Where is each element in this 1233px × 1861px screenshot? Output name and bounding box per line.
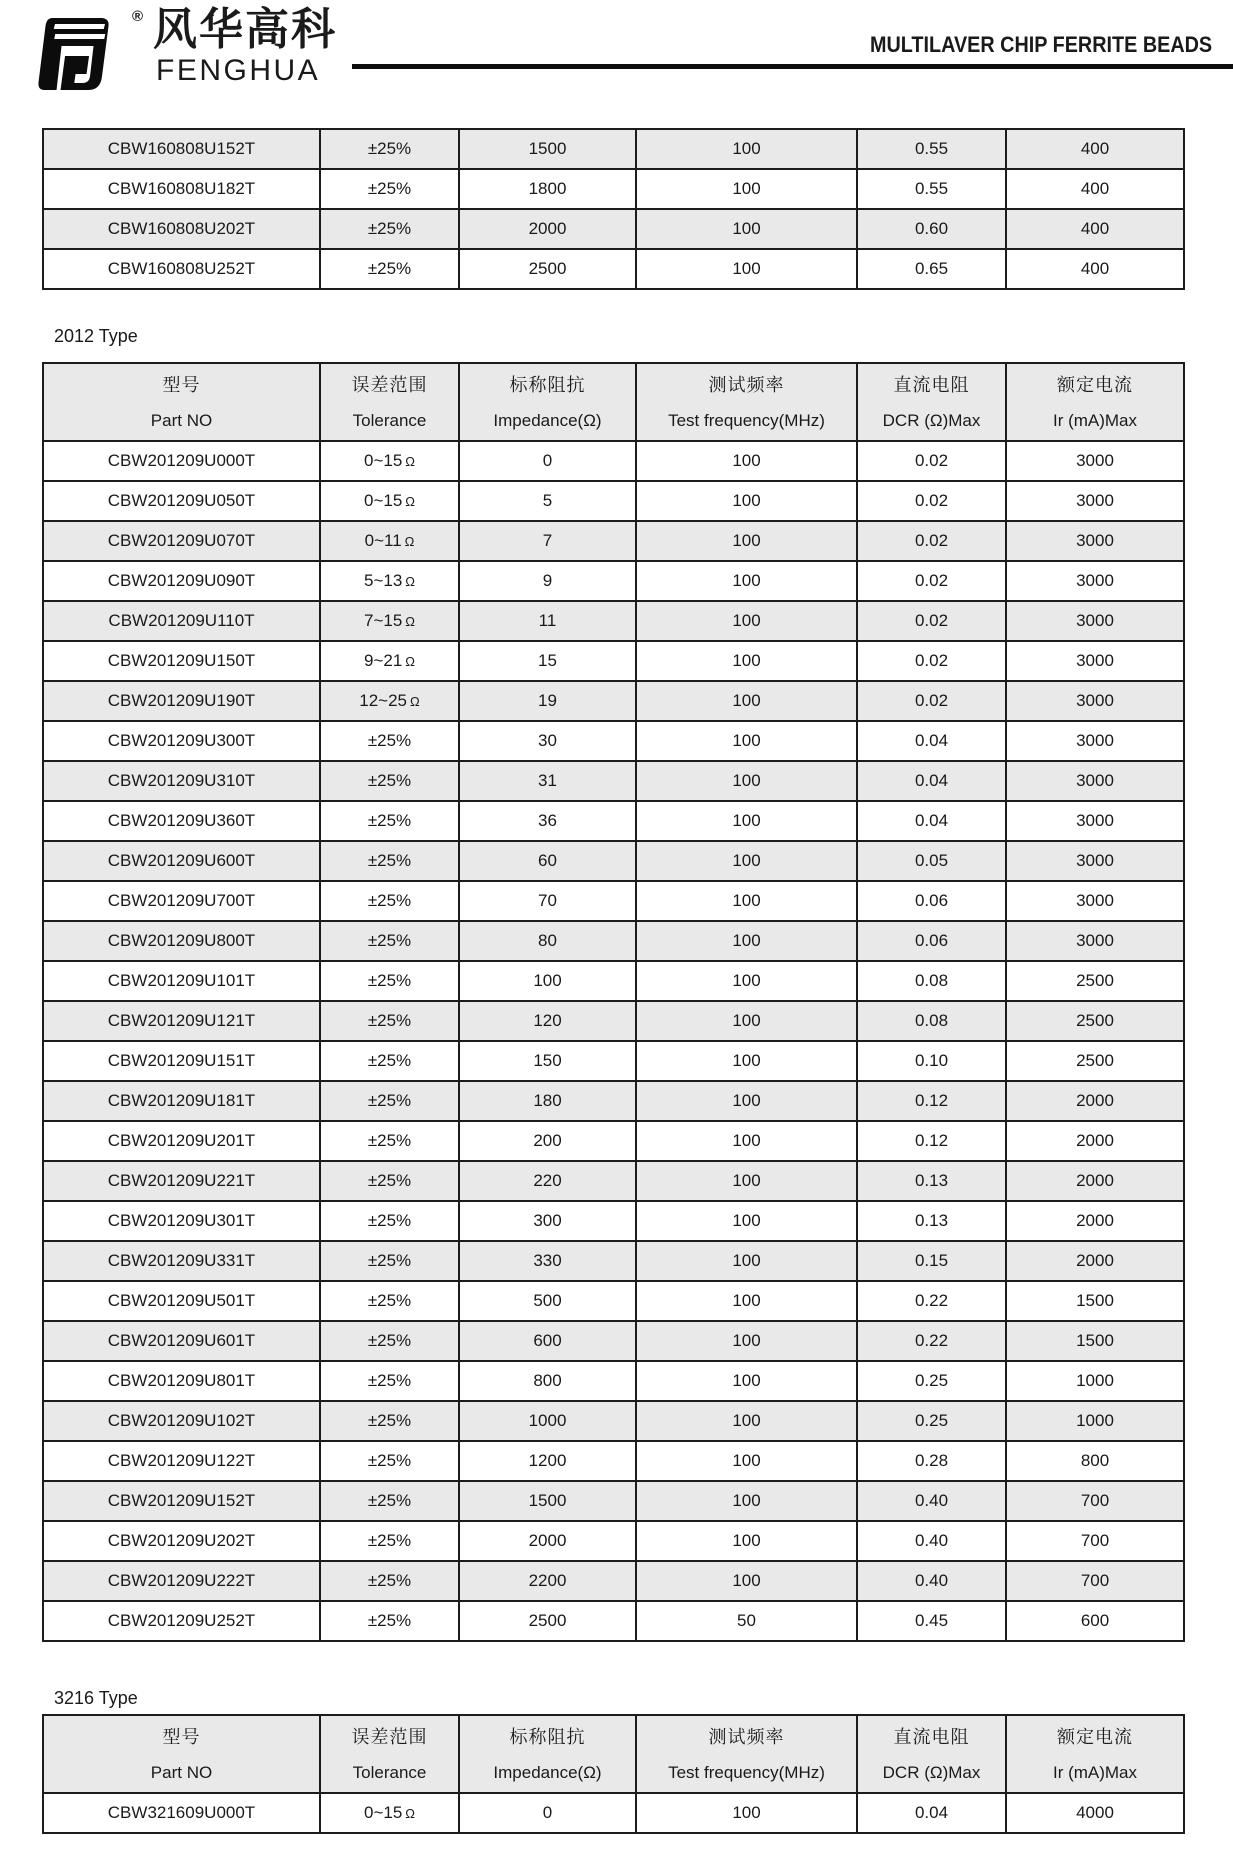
table-cell: CBW201209U800T — [43, 921, 320, 961]
table-cell: 500 — [459, 1281, 636, 1321]
column-header — [636, 363, 857, 441]
table-cell: 3000 — [1006, 881, 1184, 921]
table-cell: 12~25 Ω — [320, 681, 459, 721]
table-cell: 3000 — [1006, 681, 1184, 721]
table-cell: 9 — [459, 561, 636, 601]
table-cell: 700 — [1006, 1521, 1184, 1561]
table-cell: 100 — [636, 1201, 857, 1241]
table-cell: CBW201209U121T — [43, 1001, 320, 1041]
table-cell: 2200 — [459, 1561, 636, 1601]
table-cell: 2500 — [459, 249, 636, 289]
table-cell: 0.02 — [857, 441, 1006, 481]
table-cell: 1000 — [1006, 1361, 1184, 1401]
column-header — [1006, 1715, 1184, 1793]
table-row — [43, 681, 1184, 721]
fenghua-logo-icon — [30, 12, 130, 96]
table-cell: 100 — [636, 521, 857, 561]
table-cell: 0.06 — [857, 881, 1006, 921]
table-row — [43, 561, 1184, 601]
table-cell: 0.65 — [857, 249, 1006, 289]
table-cell: 0.08 — [857, 961, 1006, 1001]
table-cell: 0.22 — [857, 1321, 1006, 1361]
table-row — [43, 1161, 1184, 1201]
table-cell: 150 — [459, 1041, 636, 1081]
table-cell: CBW201209U331T — [43, 1241, 320, 1281]
table-cell: 100 — [636, 681, 857, 721]
table-cell: 2000 — [1006, 1121, 1184, 1161]
table-cell: 400 — [1006, 169, 1184, 209]
column-header-en: Ir (mA)Max — [1052, 411, 1138, 430]
table-cell: 100 — [636, 921, 857, 961]
table-cell: 200 — [459, 1121, 636, 1161]
table-cell: 1000 — [459, 1401, 636, 1441]
table-cell: 400 — [1006, 209, 1184, 249]
table-cell: CBW201209U601T — [43, 1321, 320, 1361]
table-cell: 100 — [636, 801, 857, 841]
table-cell: 9~21 Ω — [320, 641, 459, 681]
table-row — [43, 1521, 1184, 1561]
table-cell: ±25% — [320, 1361, 459, 1401]
table-cell: 100 — [636, 1041, 857, 1081]
table-cell: 0.04 — [857, 721, 1006, 761]
column-header-cn: 额定电流 — [1057, 1727, 1133, 1747]
table-cell: 100 — [636, 601, 857, 641]
table-cell: ±25% — [320, 1601, 459, 1641]
type-2012-table — [42, 362, 1185, 1642]
table-cell: 100 — [636, 1361, 857, 1401]
table-cell: 2000 — [459, 209, 636, 249]
column-header-en: Tolerance — [352, 1763, 427, 1782]
table-cell: 400 — [1006, 129, 1184, 169]
table-cell: 100 — [636, 1241, 857, 1281]
table-cell: 0.02 — [857, 561, 1006, 601]
column-header — [459, 1715, 636, 1793]
table-cell: 100 — [636, 721, 857, 761]
header-divider — [352, 64, 1233, 69]
table-cell: ±25% — [320, 1321, 459, 1361]
table-cell: 0.25 — [857, 1401, 1006, 1441]
registered-trademark: ® — [132, 8, 144, 25]
table-cell: 0.40 — [857, 1521, 1006, 1561]
column-header-cn: 测试频率 — [708, 375, 785, 395]
table-cell: CBW201209U000T — [43, 441, 320, 481]
table-row — [43, 1241, 1184, 1281]
table-row — [43, 249, 1184, 289]
table-cell: 600 — [1006, 1601, 1184, 1641]
table-cell: 220 — [459, 1161, 636, 1201]
column-header — [1006, 363, 1184, 441]
table-cell: 100 — [636, 209, 857, 249]
table-cell: 7~15 Ω — [320, 601, 459, 641]
column-header-cn: 标称阻抗 — [509, 375, 586, 395]
table-cell: ±25% — [320, 801, 459, 841]
table-cell: 1200 — [459, 1441, 636, 1481]
table-cell: 0.06 — [857, 921, 1006, 961]
table-cell: 0.40 — [857, 1481, 1006, 1521]
column-header-en: Impedance(Ω) — [493, 1763, 602, 1782]
column-header — [43, 363, 320, 441]
table-row — [43, 1041, 1184, 1081]
column-header — [857, 363, 1006, 441]
table-cell: CBW201209U300T — [43, 721, 320, 761]
page-title: MULTILAVER CHIP FERRITE BEADS — [869, 32, 1212, 57]
table-cell: 0.12 — [857, 1121, 1006, 1161]
column-header-cn: 测试频率 — [708, 1727, 785, 1747]
table-row — [43, 1601, 1184, 1641]
table-cell: CBW160808U202T — [43, 209, 320, 249]
table-cell: CBW201209U122T — [43, 1441, 320, 1481]
type-1608-continued-table — [42, 128, 1185, 290]
table-cell: 100 — [636, 441, 857, 481]
table-cell: ±25% — [320, 1081, 459, 1121]
column-header — [459, 363, 636, 441]
column-header-en: Test frequency(MHz) — [668, 411, 825, 430]
table-cell: 330 — [459, 1241, 636, 1281]
column-header — [857, 1715, 1006, 1793]
table-cell: 0.08 — [857, 1001, 1006, 1041]
table-cell: 0.13 — [857, 1161, 1006, 1201]
table-cell: 0.02 — [857, 481, 1006, 521]
column-header-cn: 型号 — [162, 1727, 201, 1747]
table-row — [43, 761, 1184, 801]
table-cell: 0.04 — [857, 761, 1006, 801]
table-row — [43, 1481, 1184, 1521]
table-cell: 2000 — [1006, 1161, 1184, 1201]
table-cell: CBW201209U501T — [43, 1281, 320, 1321]
table-cell: 0~15 Ω — [320, 1793, 459, 1833]
table-cell: 0.55 — [857, 169, 1006, 209]
table-cell: CBW201209U190T — [43, 681, 320, 721]
table-cell: 0.02 — [857, 641, 1006, 681]
table-cell: 5 — [459, 481, 636, 521]
table-cell: 100 — [636, 761, 857, 801]
table-cell: 0~15 Ω — [320, 441, 459, 481]
table-cell: 0.40 — [857, 1561, 1006, 1601]
table-row — [43, 441, 1184, 481]
table-row — [43, 1001, 1184, 1041]
table-cell: 100 — [636, 169, 857, 209]
table-cell: 100 — [636, 1561, 857, 1601]
table-cell: 0.04 — [857, 801, 1006, 841]
table-cell: 0.02 — [857, 601, 1006, 641]
table-cell: ±25% — [320, 169, 459, 209]
table-cell: 2500 — [1006, 1041, 1184, 1081]
table-cell: ±25% — [320, 1041, 459, 1081]
table-cell: 70 — [459, 881, 636, 921]
table-cell: 3000 — [1006, 801, 1184, 841]
table-cell: ±25% — [320, 841, 459, 881]
table-cell: 3000 — [1006, 641, 1184, 681]
table-row — [43, 1361, 1184, 1401]
table-cell: 2000 — [1006, 1241, 1184, 1281]
table-cell: ±25% — [320, 1481, 459, 1521]
table-cell: 0.55 — [857, 129, 1006, 169]
table-cell: 30 — [459, 721, 636, 761]
column-header-en: Part NO — [150, 411, 213, 430]
column-header — [43, 1715, 320, 1793]
table-cell: 0.10 — [857, 1041, 1006, 1081]
table-cell: 0.04 — [857, 1793, 1006, 1833]
table-cell: 2000 — [1006, 1201, 1184, 1241]
type-3216-label: 3216 Type — [54, 1688, 138, 1708]
table-cell: 0.28 — [857, 1441, 1006, 1481]
column-header — [636, 1715, 857, 1793]
table-row — [43, 601, 1184, 641]
table-cell: CBW201209U801T — [43, 1361, 320, 1401]
table-cell: 3000 — [1006, 481, 1184, 521]
table-row — [43, 1281, 1184, 1321]
table-row — [43, 129, 1184, 169]
table-row — [43, 961, 1184, 1001]
table-cell: CBW201209U070T — [43, 521, 320, 561]
table-row — [43, 721, 1184, 761]
table-cell: ±25% — [320, 1281, 459, 1321]
table-cell: CBW201209U152T — [43, 1481, 320, 1521]
table-cell: 1500 — [1006, 1281, 1184, 1321]
table-cell: ±25% — [320, 1161, 459, 1201]
table-cell: 300 — [459, 1201, 636, 1241]
brand-name-en: FENGHUA — [156, 54, 321, 87]
column-header — [320, 363, 459, 441]
table-cell: ±25% — [320, 921, 459, 961]
table-cell: CBW201209U101T — [43, 961, 320, 1001]
table-cell: 0.12 — [857, 1081, 1006, 1121]
table-cell: 2500 — [1006, 961, 1184, 1001]
table-cell: CBW201209U090T — [43, 561, 320, 601]
table-cell: 100 — [636, 1001, 857, 1041]
table-cell: 5~13 Ω — [320, 561, 459, 601]
table-cell: 19 — [459, 681, 636, 721]
table-cell: 0 — [459, 1793, 636, 1833]
table-cell: 3000 — [1006, 841, 1184, 881]
column-header-cn: 型号 — [162, 375, 201, 395]
table-cell: ±25% — [320, 1001, 459, 1041]
table-row — [43, 209, 1184, 249]
table-cell: CBW201209U150T — [43, 641, 320, 681]
table-cell: 1500 — [1006, 1321, 1184, 1361]
table-cell: CBW201209U301T — [43, 1201, 320, 1241]
column-header-cn: 直流电阻 — [893, 375, 970, 395]
table-cell: 31 — [459, 761, 636, 801]
table-cell: CBW201209U360T — [43, 801, 320, 841]
table-row — [43, 1121, 1184, 1161]
table-row — [43, 1401, 1184, 1441]
table-row — [43, 481, 1184, 521]
table-cell: 0~15 Ω — [320, 481, 459, 521]
table-cell: 400 — [1006, 249, 1184, 289]
table-cell: 3000 — [1006, 601, 1184, 641]
table-cell: 0.02 — [857, 521, 1006, 561]
table-row — [43, 1201, 1184, 1241]
table-cell: 100 — [636, 1401, 857, 1441]
table-cell: 1000 — [1006, 1401, 1184, 1441]
table-row — [43, 1793, 1184, 1833]
table-cell: CBW201209U181T — [43, 1081, 320, 1121]
table-cell: CBW201209U201T — [43, 1121, 320, 1161]
table-cell: CBW160808U252T — [43, 249, 320, 289]
table-cell: 100 — [636, 561, 857, 601]
table-cell: 60 — [459, 841, 636, 881]
column-header-en: Tolerance — [352, 411, 427, 430]
table-cell: ±25% — [320, 1401, 459, 1441]
table-cell: 2500 — [459, 1601, 636, 1641]
column-header-en: Part NO — [150, 1763, 213, 1782]
header-row — [43, 1715, 1184, 1793]
table-cell: 15 — [459, 641, 636, 681]
table-cell: 0.13 — [857, 1201, 1006, 1241]
table-cell: 100 — [636, 881, 857, 921]
table-cell: 700 — [1006, 1561, 1184, 1601]
table-cell: 80 — [459, 921, 636, 961]
table-cell: 100 — [636, 1793, 857, 1833]
table-row — [43, 1561, 1184, 1601]
table-cell: 3000 — [1006, 521, 1184, 561]
table-cell: CBW321609U000T — [43, 1793, 320, 1833]
table-cell: 180 — [459, 1081, 636, 1121]
column-header — [320, 1715, 459, 1793]
table-cell: 36 — [459, 801, 636, 841]
table-row — [43, 921, 1184, 961]
table-cell: ±25% — [320, 1241, 459, 1281]
table-row — [43, 1441, 1184, 1481]
table-cell: CBW201209U222T — [43, 1561, 320, 1601]
table-cell: 100 — [636, 1481, 857, 1521]
column-header-cn: 直流电阻 — [893, 1727, 970, 1747]
table-cell: ±25% — [320, 1441, 459, 1481]
table-cell: 0.45 — [857, 1601, 1006, 1641]
table-cell: 3000 — [1006, 441, 1184, 481]
table-cell: CBW201209U600T — [43, 841, 320, 881]
table-row — [43, 801, 1184, 841]
table-cell: 100 — [636, 641, 857, 681]
table-cell: ±25% — [320, 1561, 459, 1601]
table-cell: CBW201209U310T — [43, 761, 320, 801]
table-cell: 100 — [636, 961, 857, 1001]
table-cell: ±25% — [320, 881, 459, 921]
column-header-cn: 标称阻抗 — [509, 1727, 586, 1747]
table-cell: ±25% — [320, 761, 459, 801]
table-cell: 3000 — [1006, 761, 1184, 801]
table-cell: ±25% — [320, 961, 459, 1001]
table-cell: 0 — [459, 441, 636, 481]
table-cell: CBW201209U202T — [43, 1521, 320, 1561]
table-cell: 7 — [459, 521, 636, 561]
table-cell: 0.25 — [857, 1361, 1006, 1401]
table-cell: 0.60 — [857, 209, 1006, 249]
column-header-cn: 误差范围 — [351, 1727, 428, 1747]
table-cell: 100 — [636, 481, 857, 521]
table-row — [43, 169, 1184, 209]
table-cell: CBW160808U182T — [43, 169, 320, 209]
table-cell: 0~11 Ω — [320, 521, 459, 561]
table-cell: CBW160808U152T — [43, 129, 320, 169]
table-row — [43, 1081, 1184, 1121]
table-cell: 4000 — [1006, 1793, 1184, 1833]
column-header-en: Test frequency(MHz) — [668, 1763, 825, 1782]
table-row — [43, 1321, 1184, 1361]
table-cell: ±25% — [320, 1521, 459, 1561]
table-cell: 2000 — [1006, 1081, 1184, 1121]
table-cell: 3000 — [1006, 561, 1184, 601]
table-cell: ±25% — [320, 249, 459, 289]
brand-name-cn: 风华高科 — [153, 5, 337, 54]
table-cell: 100 — [636, 1281, 857, 1321]
table-cell: 1500 — [459, 1481, 636, 1521]
table-cell: ±25% — [320, 209, 459, 249]
spec-tables-container — [42, 128, 1183, 1834]
table-cell: 100 — [636, 249, 857, 289]
table-row — [43, 641, 1184, 681]
table-cell: 2000 — [459, 1521, 636, 1561]
table-cell: 800 — [459, 1361, 636, 1401]
column-header-en: DCR (Ω)Max — [882, 411, 981, 430]
table-cell: 0.15 — [857, 1241, 1006, 1281]
table-cell: 100 — [636, 841, 857, 881]
table-cell: 600 — [459, 1321, 636, 1361]
table-cell: ±25% — [320, 721, 459, 761]
table-cell: CBW201209U110T — [43, 601, 320, 641]
table-cell: CBW201209U252T — [43, 1601, 320, 1641]
column-header-en: DCR (Ω)Max — [882, 1763, 981, 1782]
table-cell: 100 — [636, 1441, 857, 1481]
table-cell: CBW201209U102T — [43, 1401, 320, 1441]
table-cell: CBW201209U151T — [43, 1041, 320, 1081]
table-cell: 1800 — [459, 169, 636, 209]
table-cell: ±25% — [320, 1121, 459, 1161]
table-cell: 100 — [636, 129, 857, 169]
table-cell: 100 — [636, 1321, 857, 1361]
table-cell: CBW201209U050T — [43, 481, 320, 521]
table-cell: 50 — [636, 1601, 857, 1641]
table-cell: CBW201209U700T — [43, 881, 320, 921]
type-2012-label: 2012 Type — [54, 326, 138, 346]
column-header-cn: 误差范围 — [351, 375, 428, 395]
table-cell: ±25% — [320, 129, 459, 169]
table-cell: 100 — [636, 1161, 857, 1201]
table-cell: 100 — [459, 961, 636, 1001]
header-row — [43, 363, 1184, 441]
table-cell: 100 — [636, 1521, 857, 1561]
table-cell: 800 — [1006, 1441, 1184, 1481]
column-header-en: Ir (mA)Max — [1052, 1763, 1138, 1782]
column-header-cn: 额定电流 — [1057, 375, 1133, 395]
table-row — [43, 881, 1184, 921]
table-cell: 100 — [636, 1081, 857, 1121]
table-cell: 2500 — [1006, 1001, 1184, 1041]
table-cell: 3000 — [1006, 921, 1184, 961]
table-row — [43, 841, 1184, 881]
table-cell: 100 — [636, 1121, 857, 1161]
table-cell: 11 — [459, 601, 636, 641]
table-cell: 0.05 — [857, 841, 1006, 881]
column-header-en: Impedance(Ω) — [493, 411, 602, 430]
type-3216-table — [42, 1714, 1185, 1834]
table-cell: 120 — [459, 1001, 636, 1041]
table-cell: 700 — [1006, 1481, 1184, 1521]
table-row — [43, 521, 1184, 561]
table-cell: 1500 — [459, 129, 636, 169]
table-cell: ±25% — [320, 1201, 459, 1241]
table-cell: 3000 — [1006, 721, 1184, 761]
table-cell: 0.22 — [857, 1281, 1006, 1321]
page-header — [0, 0, 1233, 100]
table-cell: CBW201209U221T — [43, 1161, 320, 1201]
table-cell: 0.02 — [857, 681, 1006, 721]
